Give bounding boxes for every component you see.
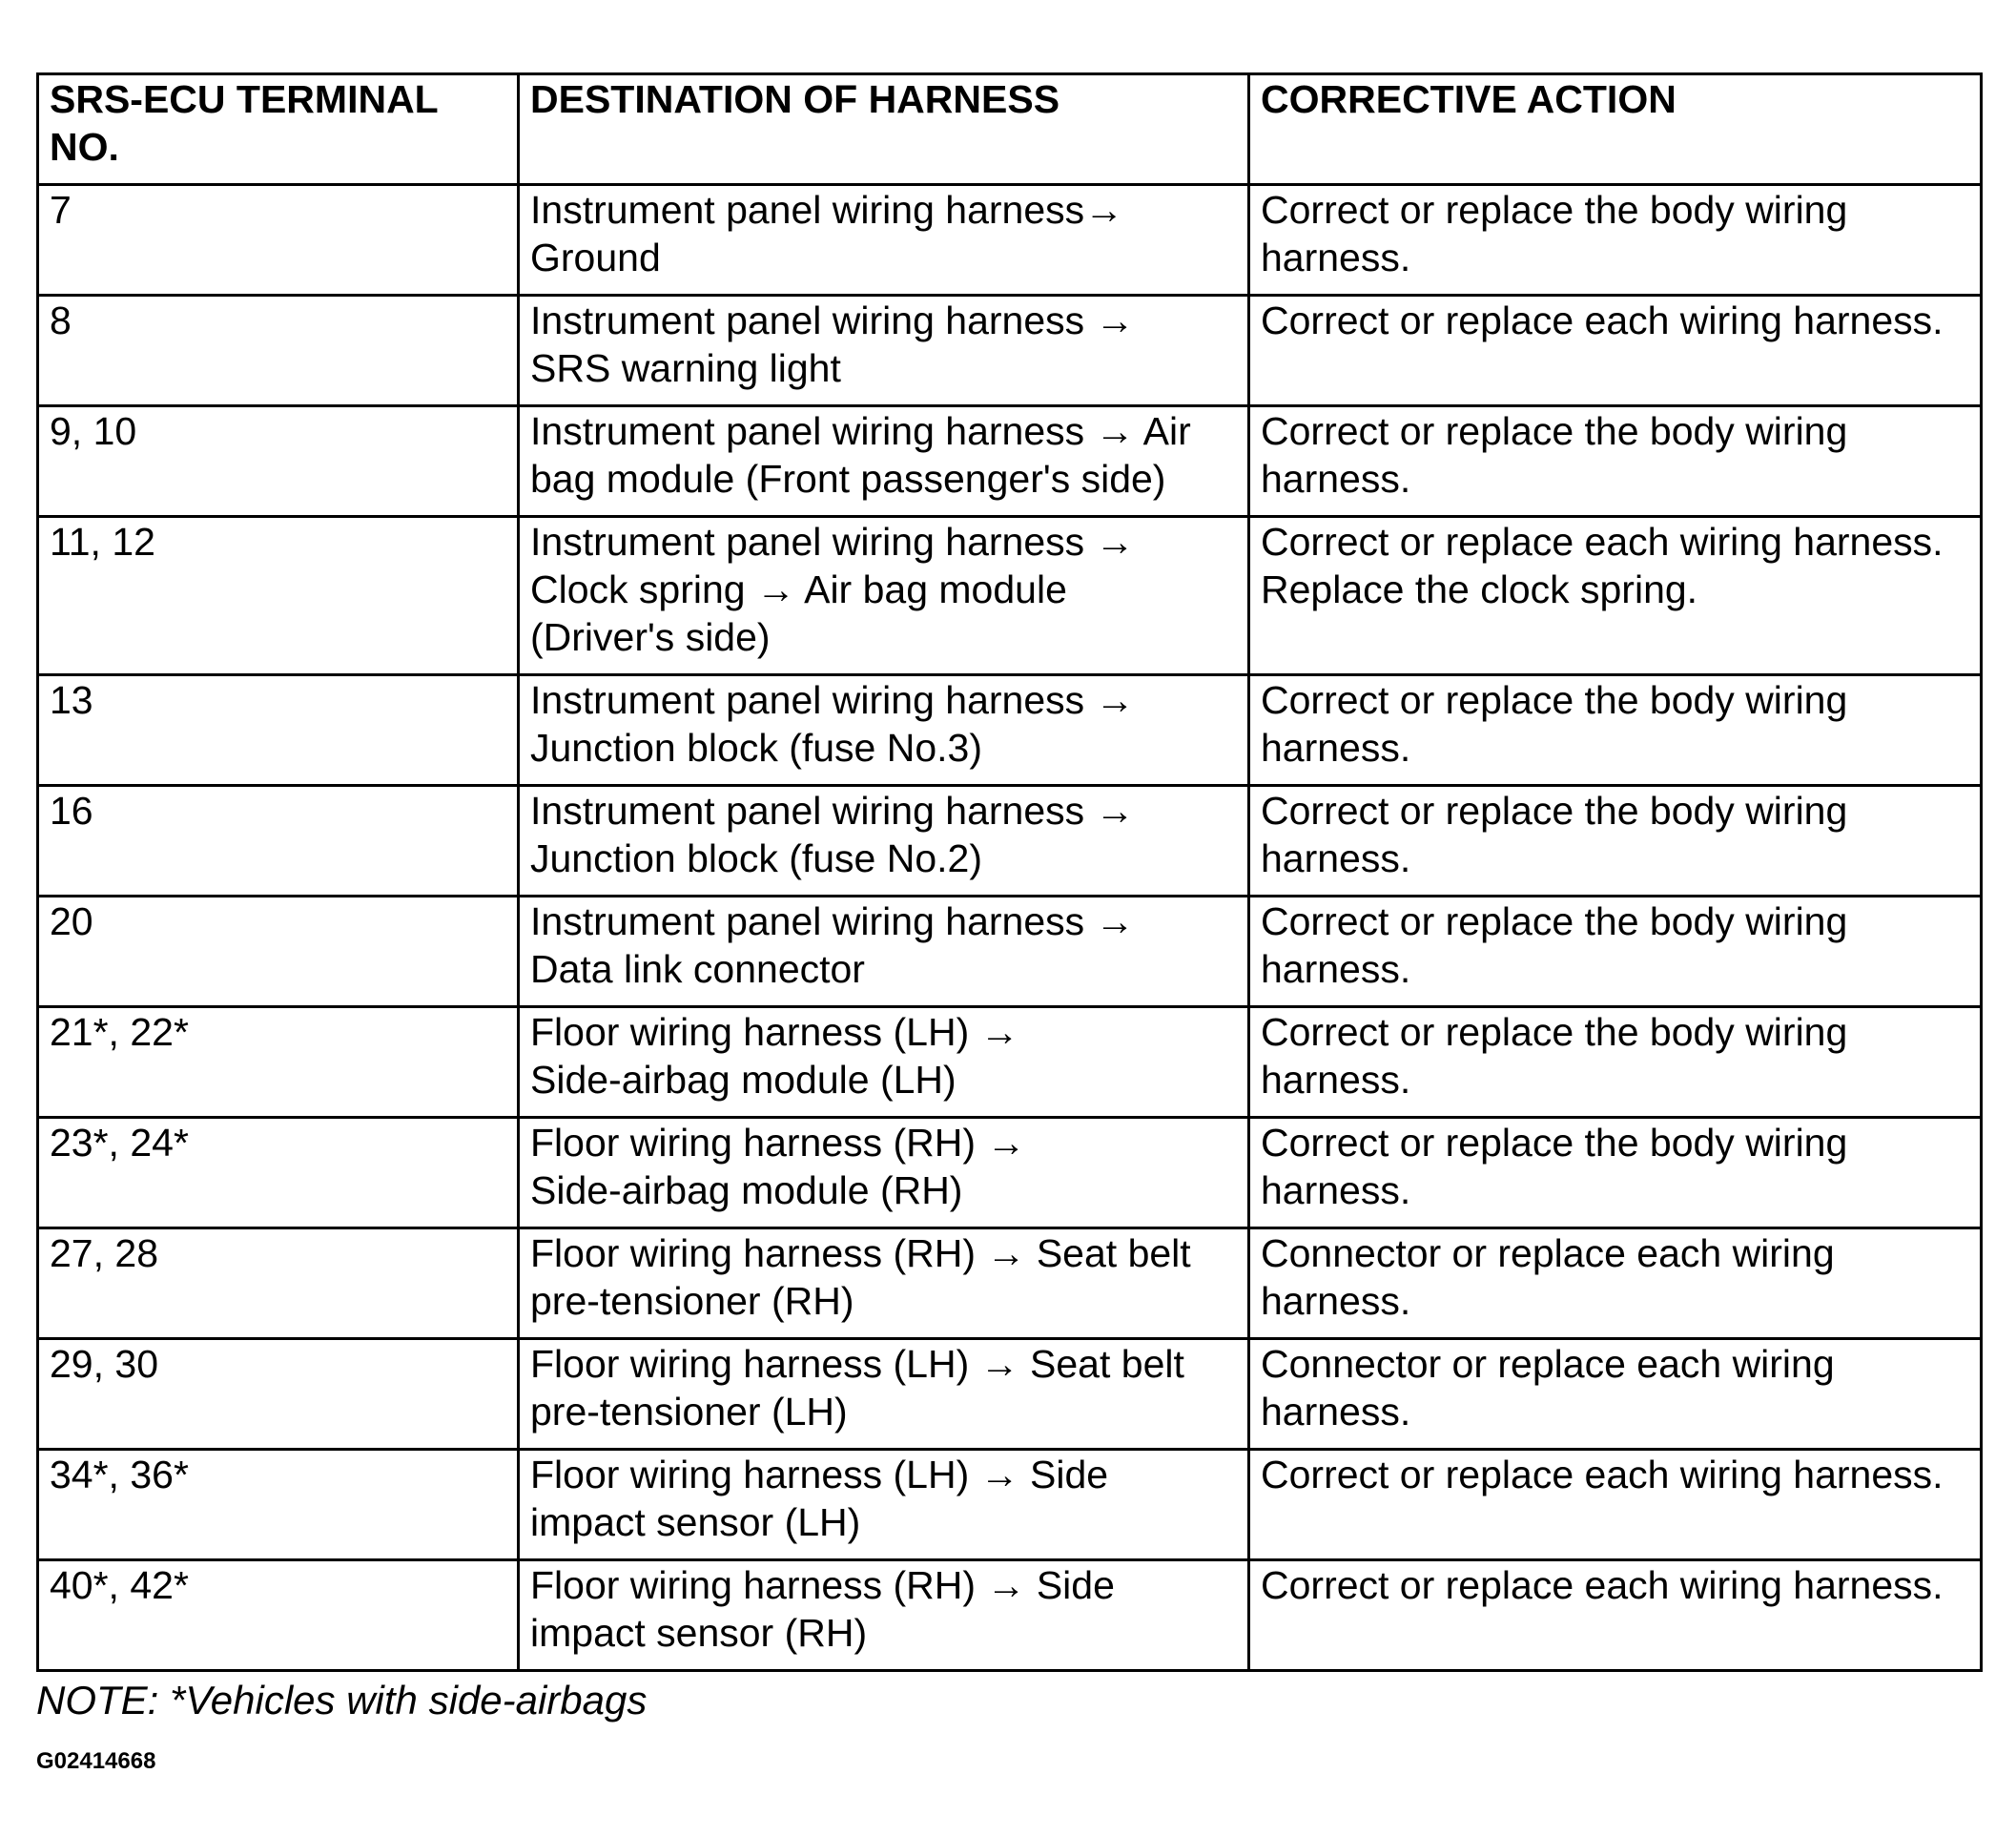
table-row [38, 1339, 1982, 1450]
terminal-cell: 13 [38, 675, 519, 786]
table-row [38, 1118, 1982, 1228]
action-cell: Correct or replace the body wiring harness. [1249, 786, 1982, 897]
table-row [38, 897, 1982, 1007]
harness-table [36, 72, 1983, 1672]
table-row [38, 786, 1982, 897]
destination-cell: Instrument panel wiring harness → SRS warning light [519, 296, 1249, 406]
header-corrective-action: CORRECTIVE ACTION [1249, 74, 1982, 185]
destination-cell: Instrument panel wiring harness → Junction block (fuse No.3) [519, 675, 1249, 786]
destination-cell: Floor wiring harness (LH) → Seat belt pre-tensioner (LH) [519, 1339, 1249, 1450]
table-row [38, 406, 1982, 517]
action-cell: Correct or replace the body wiring harness. [1249, 185, 1982, 296]
action-cell: Correct or replace each wiring harness. [1249, 1450, 1982, 1560]
destination-cell: Instrument panel wiring harness → Clock spring → Air bag module (Driver's side) [519, 517, 1249, 675]
terminal-cell: 20 [38, 897, 519, 1007]
terminal-cell: 21*, 22* [38, 1007, 519, 1118]
terminal-cell: 16 [38, 786, 519, 897]
action-cell: Correct or replace each wiring harness. [1249, 296, 1982, 406]
action-cell: Connector or replace each wiring harness. [1249, 1228, 1982, 1339]
table-row [38, 1007, 1982, 1118]
table-row [38, 1228, 1982, 1339]
action-cell: Correct or replace each wiring harness. [1249, 1560, 1982, 1671]
header-destination: DESTINATION OF HARNESS [519, 74, 1249, 185]
action-cell: Correct or replace the body wiring harness. [1249, 406, 1982, 517]
terminal-cell: 9, 10 [38, 406, 519, 517]
terminal-cell: 27, 28 [38, 1228, 519, 1339]
terminal-cell: 29, 30 [38, 1339, 519, 1450]
table-row [38, 296, 1982, 406]
action-cell: Correct or replace the body wiring harness. [1249, 897, 1982, 1007]
destination-cell: Instrument panel wiring harness → Air bag module (Front passenger's side) [519, 406, 1249, 517]
table-header-row [38, 74, 1982, 185]
action-cell: Correct or replace the body wiring harness. [1249, 1007, 1982, 1118]
table-row [38, 1450, 1982, 1560]
action-cell: Correct or replace the body wiring harness. [1249, 675, 1982, 786]
terminal-cell: 7 [38, 185, 519, 296]
figure-id: G02414668 [36, 1748, 156, 1774]
table-row [38, 185, 1982, 296]
terminal-cell: 40*, 42* [38, 1560, 519, 1671]
terminal-cell: 23*, 24* [38, 1118, 519, 1228]
header-terminal-no: SRS-ECU TERMINAL NO. [38, 74, 519, 185]
destination-cell: Floor wiring harness (LH) → Side-airbag module (LH) [519, 1007, 1249, 1118]
destination-cell: Floor wiring harness (RH) → Seat belt pre-tensioner (RH) [519, 1228, 1249, 1339]
destination-cell: Floor wiring harness (RH) → Side impact sensor (RH) [519, 1560, 1249, 1671]
footnote: NOTE: *Vehicles with side-airbags [36, 1678, 648, 1723]
table-row [38, 517, 1982, 675]
table-row [38, 1560, 1982, 1671]
destination-cell: Instrument panel wiring harness → Junction block (fuse No.2) [519, 786, 1249, 897]
terminal-cell: 11, 12 [38, 517, 519, 675]
terminal-cell: 8 [38, 296, 519, 406]
action-cell: Correct or replace each wiring harness. Replace the clock spring. [1249, 517, 1982, 675]
destination-cell: Instrument panel wiring harness→ Ground [519, 185, 1249, 296]
action-cell: Correct or replace the body wiring harness. [1249, 1118, 1982, 1228]
destination-cell: Floor wiring harness (RH) → Side-airbag module (RH) [519, 1118, 1249, 1228]
destination-cell: Floor wiring harness (LH) → Side impact sensor (LH) [519, 1450, 1249, 1560]
destination-cell: Instrument panel wiring harness → Data link connector [519, 897, 1249, 1007]
terminal-cell: 34*, 36* [38, 1450, 519, 1560]
table-row [38, 675, 1982, 786]
action-cell: Connector or replace each wiring harness. [1249, 1339, 1982, 1450]
